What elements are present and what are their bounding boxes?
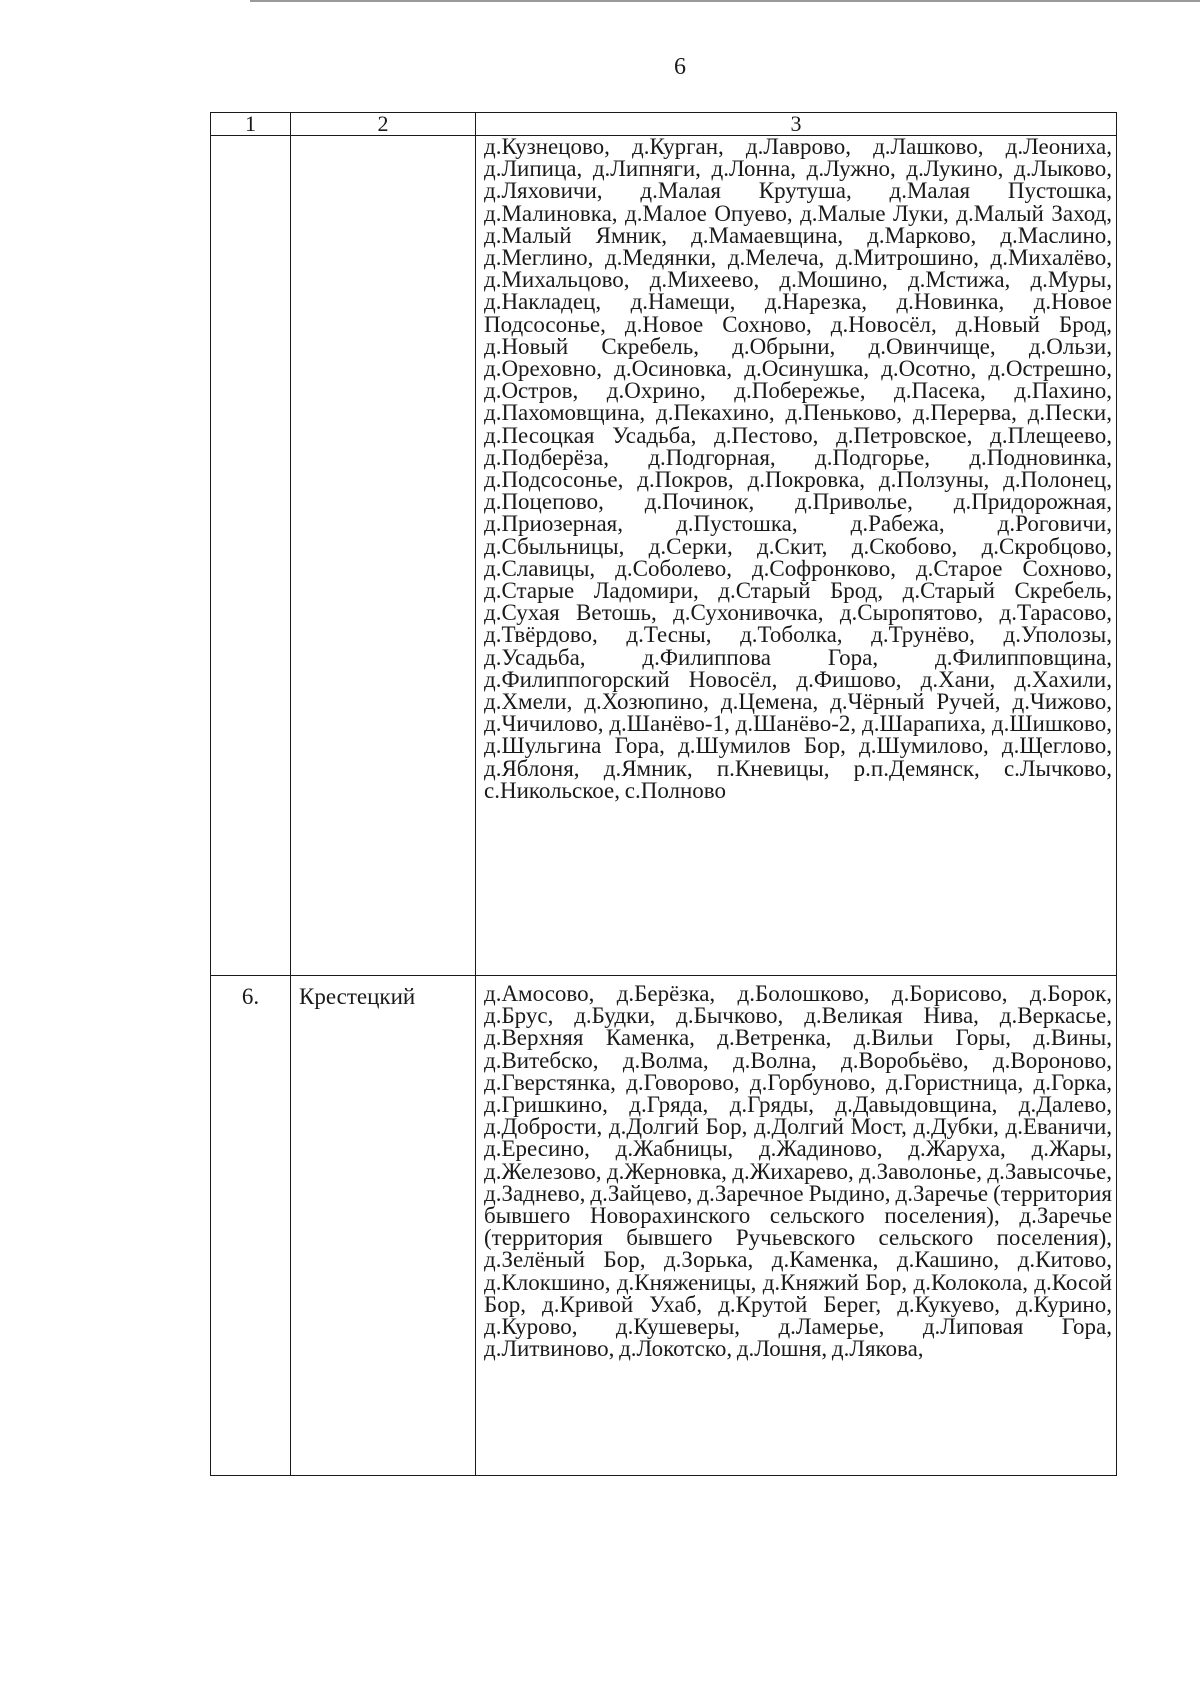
district-name: Крестецкий [291,976,476,1476]
table-row [211,136,1117,976]
row-number: 6. [211,976,291,1476]
row-number [211,136,291,976]
table-row [211,976,1117,1476]
table-header-row [211,113,1117,136]
settlement-list: д.Амосово, д.Берёзка, д.Болошково, д.Борисово, д.Борок, д.Брус, д.Будки, д.Бычково, д.Великая Нива, д.Веркасье, д.Верхняя Каменка, д.Ветренка, д.Вильи Горы, д.Вины, д.Витебско, д.Волма, д.Волна, д.Воробьёво, д.Вороново, д.Гверстянка, д.Говорово, д.Горбуново, д.Гористница, д.Горка, д.Гришкино, д.Гряда, д.Гряды, д.Давыдовщина, д.Далево, д.Добрости, д.Долгий Бор, д.Долгий Мост, д.Дубки, д.Еваничи, д.Ересино, д.Жабницы, д.Жадиново, д.Жаруха, д.Жары, д.Железово, д.Жерновка, д.Жихарево, д.Заволонье, д.Завысочье, д.Заднево, д.Зайцево, д.Заречное Рыдино, д.Заречье (территория бывшего Новорахинского сельского поселения), д.Заречье (территория бывшего Ручьевского сельского поселения), д.Зелёный Бор, д.Зорька, д.Каменка, д.Кашино, д.Китово, д.Клокшино, д.Княженицы, д.Княжий Бор, д.Колокола, д.Косой Бор, д.Кривой Ухаб, д.Крутой Берег, д.Кукуево, д.Курино, д.Курово, д.Кушеверы, д.Ламерье, д.Липовая Гора, д.Литвиново, д.Локотско, д.Лошня, д.Лякова, [476,976,1117,1476]
settlements-table [210,112,1117,1476]
header-col-2: 2 [291,113,476,136]
page-number: 6 [674,54,686,80]
scan-edge-line [250,0,1200,2]
settlement-list: д.Кузнецово, д.Курган, д.Лаврово, д.Лашково, д.Леониха, д.Липица, д.Липняги, д.Лонна, д.Лужно, д.Лукино, д.Лыково, д.Ляховичи, д.Малая Крутуша, д.Малая Пустошка, д.Малиновка, д.Малое Опуево, д.Малые Луки, д.Малый Заход, д.Малый Ямник, д.Мамаевщина, д.Марково, д.Маслино, д.Меглино, д.Медянки, д.Мелеча, д.Митрошино, д.Михалёво, д.Михальцово, д.Михеево, д.Мошино, д.Мстижа, д.Муры, д.Накладец, д.Намещи, д.Нарезка, д.Новинка, д.Новое Подсосонье, д.Новое Сохново, д.Новосёл, д.Новый Брод, д.Новый Скребель, д.Обрыни, д.Овинчище, д.Ользи, д.Ореховно, д.Осиновка, д.Осинушка, д.Осотно, д.Острешно, д.Остров, д.Охрино, д.Побережье, д.Пасека, д.Пахино, д.Пахомовщина, д.Пекахино, д.Пеньково, д.Перерва, д.Пески, д.Песоцкая Усадьба, д.Пестово, д.Петровское, д.Плещеево, д.Подберёза, д.Подгорная, д.Подгорье, д.Подновинка, д.Подсосонье, д.Покров, д.Покровка, д.Ползуны, д.Полонец, д.Поцепово, д.Починок, д.Приволье, д.Придорожная, д.Приозерная, д.Пустошка, д.Рабежа, д.Роговичи, д.Сбыльницы, д.Серки, д.Скит, д.Скобово, д.Скробцово, д.Славицы, д.Соболево, д.Софронково, д.Старое Сохново, д.Старые Ладомири, д.Старый Брод, д.Старый Скребель, д.Сухая Ветошь, д.Сухонивочка, д.Сыропятово, д.Тарасово, д.Твёрдово, д.Тесны, д.Тоболка, д.Трунёво, д.Уполозы, д.Усадьба, д.Филиппова Гора, д.Филипповщина, д.Филиппогорский Новосёл, д.Фишово, д.Хани, д.Хахили, д.Хмели, д.Хозюпино, д.Цемена, д.Чёрный Ручей, д.Чижово, д.Чичилово, д.Шанёво-1, д.Шанёво-2, д.Шарапиха, д.Шишково, д.Шульгина Гора, д.Шумилов Бор, д.Шумилово, д.Щеглово, д.Яблоня, д.Ямник, п.Кневицы, р.п.Демянск, с.Лычково, с.Никольское, с.Полново [476,136,1117,976]
district-name [291,136,476,976]
header-col-1: 1 [211,113,291,136]
header-col-3: 3 [476,113,1117,136]
